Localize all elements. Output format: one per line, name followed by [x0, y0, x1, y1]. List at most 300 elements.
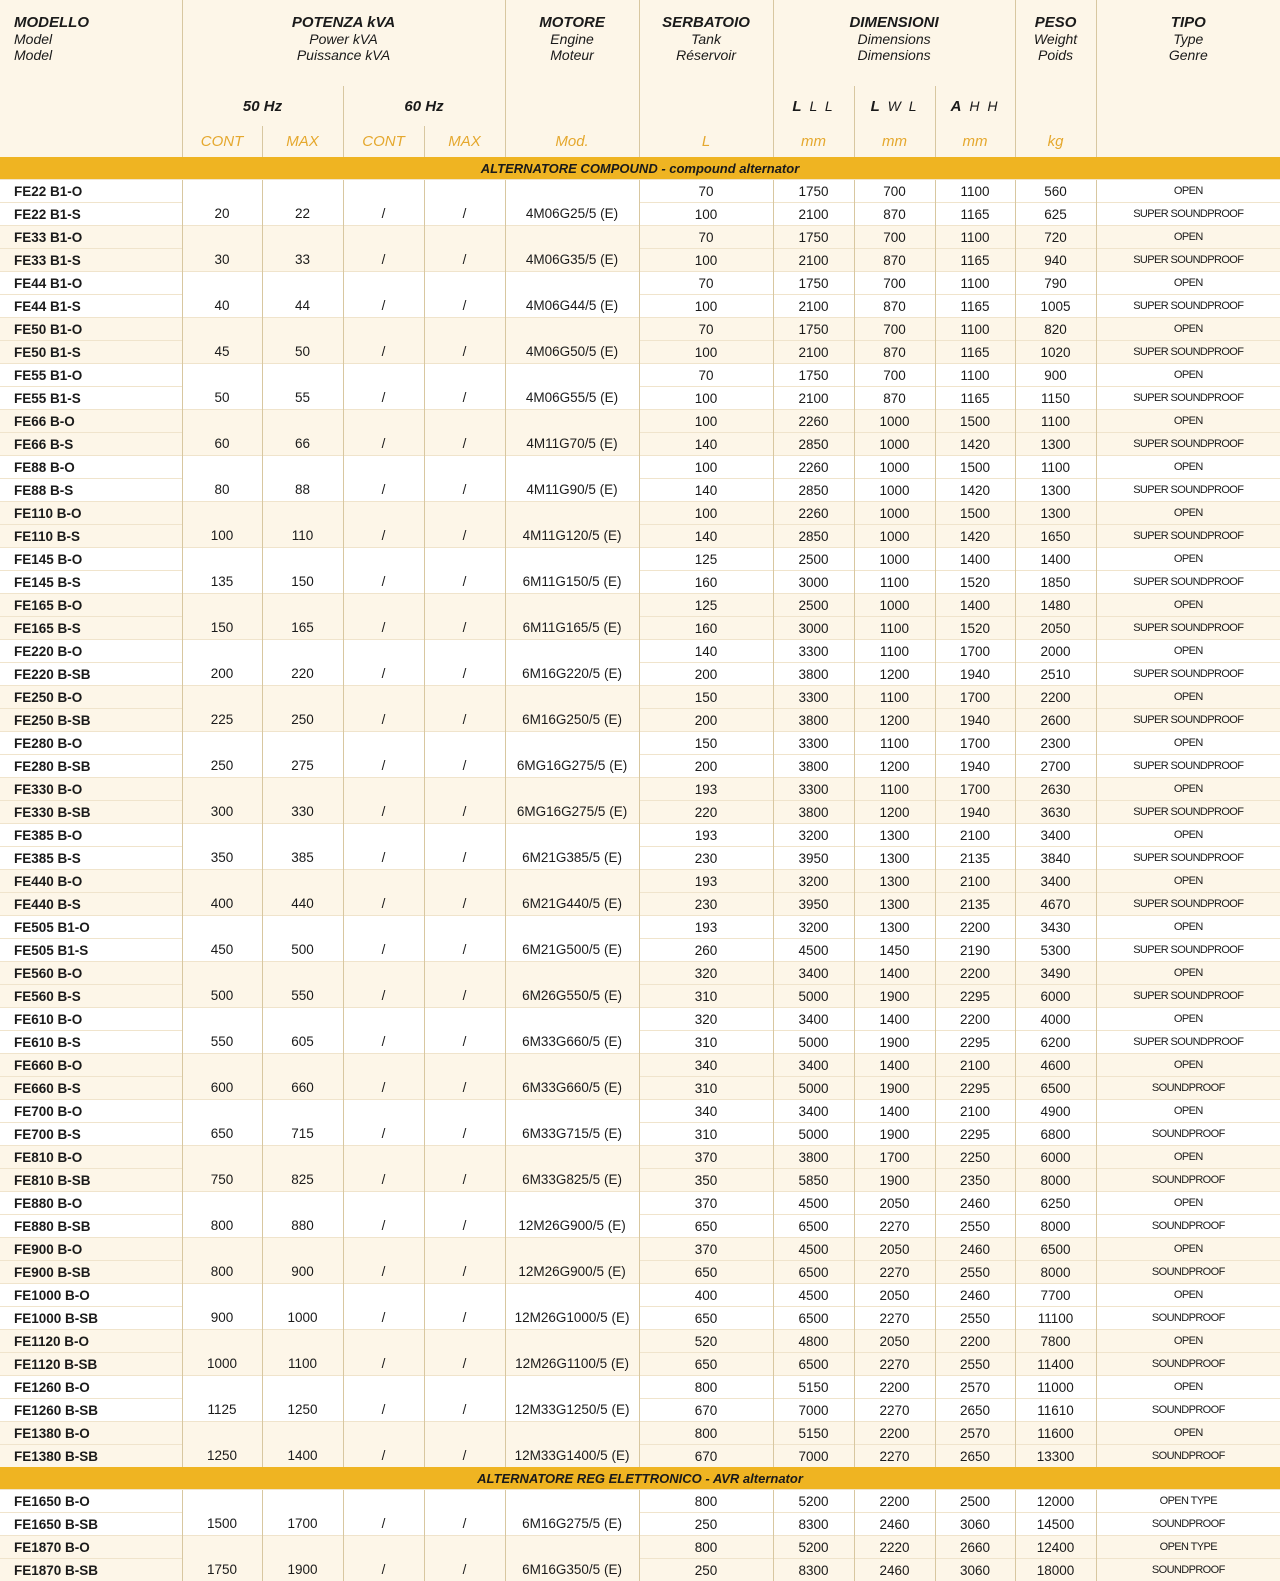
- cell-cont50: [182, 1238, 262, 1261]
- cell-length: 3800: [773, 709, 854, 732]
- cell-type: OPEN: [1096, 1376, 1280, 1399]
- unit-cont-60: CONT: [343, 126, 424, 157]
- cell-engine: [505, 410, 639, 433]
- cell-engine: [505, 1238, 639, 1261]
- cell-length: 4800: [773, 1330, 854, 1353]
- cell-max50: 715: [262, 1123, 343, 1146]
- cell-length: 6500: [773, 1261, 854, 1284]
- cell-width: 1200: [854, 663, 935, 686]
- cell-type: OPEN: [1096, 410, 1280, 433]
- cell-max60: [424, 594, 505, 617]
- cell-max50: [262, 1284, 343, 1307]
- cell-type: OPEN TYPE: [1096, 1490, 1280, 1513]
- cell-length: 4500: [773, 1284, 854, 1307]
- cell-engine: 6M33G825/5 (E): [505, 1169, 639, 1192]
- model-name: FE55 B1-S: [0, 387, 182, 410]
- cell-width: 2270: [854, 1215, 935, 1238]
- cell-length: 4500: [773, 939, 854, 962]
- cell-max50: 33: [262, 249, 343, 272]
- table-row: [0, 939, 1280, 962]
- cell-width: 870: [854, 203, 935, 226]
- cell-weight: 1300: [1015, 433, 1096, 456]
- cell-width: 2270: [854, 1307, 935, 1330]
- cell-cont60: [343, 226, 424, 249]
- unit-engine: Mod.: [505, 126, 639, 157]
- cell-length: 3800: [773, 1146, 854, 1169]
- col-peso: PESO Weight Poids: [1015, 0, 1096, 126]
- table-row: [0, 985, 1280, 1008]
- cell-max50: 1900: [262, 1559, 343, 1581]
- model-name: FE145 B-O: [0, 548, 182, 571]
- cell-tank: 800: [639, 1490, 773, 1513]
- cell-width: 1700: [854, 1146, 935, 1169]
- cell-max60: /: [424, 663, 505, 686]
- dim-width-label: L W L: [854, 86, 935, 126]
- cell-max50: [262, 456, 343, 479]
- cell-weight: 6000: [1015, 985, 1096, 1008]
- cell-height: 1940: [935, 801, 1015, 824]
- cell-tank: 310: [639, 985, 773, 1008]
- cell-width: 1900: [854, 1031, 935, 1054]
- cell-type: OPEN TYPE: [1096, 1536, 1280, 1559]
- cell-cont50: 1750: [182, 1559, 262, 1581]
- cell-width: 700: [854, 318, 935, 341]
- model-name: FE505 B1-S: [0, 939, 182, 962]
- cell-weight: 560: [1015, 180, 1096, 203]
- cell-engine: [505, 1330, 639, 1353]
- cell-max60: [424, 1100, 505, 1123]
- cell-tank: 650: [639, 1215, 773, 1238]
- cell-type: SUPER SOUNDPROOF: [1096, 203, 1280, 226]
- cell-tank: 70: [639, 318, 773, 341]
- cell-width: 1400: [854, 1054, 935, 1077]
- cell-tank: 310: [639, 1031, 773, 1054]
- cell-width: 1000: [854, 525, 935, 548]
- cell-type: SOUNDPROOF: [1096, 1307, 1280, 1330]
- model-name: FE1000 B-SB: [0, 1307, 182, 1330]
- table-row: [0, 341, 1280, 364]
- cell-height: 2295: [935, 1031, 1015, 1054]
- cell-cont50: 200: [182, 663, 262, 686]
- table-row: [0, 893, 1280, 916]
- cell-max50: 385: [262, 847, 343, 870]
- model-name: FE50 B1-O: [0, 318, 182, 341]
- cell-weight: 2200: [1015, 686, 1096, 709]
- model-name: FE66 B-S: [0, 433, 182, 456]
- cell-cont60: [343, 364, 424, 387]
- cell-cont60: /: [343, 985, 424, 1008]
- cell-cont60: /: [343, 801, 424, 824]
- cell-max60: /: [424, 1169, 505, 1192]
- cell-max50: 220: [262, 663, 343, 686]
- cell-weight: 18000: [1015, 1559, 1096, 1581]
- cell-weight: 6800: [1015, 1123, 1096, 1146]
- cell-max50: [262, 824, 343, 847]
- cell-length: 3950: [773, 893, 854, 916]
- model-name: FE880 B-O: [0, 1192, 182, 1215]
- model-name: FE22 B1-S: [0, 203, 182, 226]
- cell-cont60: [343, 180, 424, 203]
- model-name: FE1380 B-O: [0, 1422, 182, 1445]
- cell-height: 2550: [935, 1215, 1015, 1238]
- cell-tank: 125: [639, 548, 773, 571]
- cell-cont60: /: [343, 1353, 424, 1376]
- cell-length: 3400: [773, 1054, 854, 1077]
- cell-max50: [262, 870, 343, 893]
- cell-engine: 4M06G55/5 (E): [505, 387, 639, 410]
- cell-engine: 6MG16G275/5 (E): [505, 801, 639, 824]
- cell-length: 1750: [773, 272, 854, 295]
- cell-max50: [262, 1100, 343, 1123]
- cell-width: 870: [854, 341, 935, 364]
- cell-cont50: 225: [182, 709, 262, 732]
- cell-width: 870: [854, 387, 935, 410]
- cell-width: 1400: [854, 1008, 935, 1031]
- cell-type: SOUNDPROOF: [1096, 1215, 1280, 1238]
- cell-engine: [505, 1192, 639, 1215]
- cell-width: 700: [854, 226, 935, 249]
- cell-engine: 4M11G70/5 (E): [505, 433, 639, 456]
- cell-tank: 250: [639, 1559, 773, 1581]
- cell-width: 1900: [854, 1123, 935, 1146]
- cell-tank: 670: [639, 1399, 773, 1422]
- table-row: [0, 1123, 1280, 1146]
- cell-cont60: /: [343, 571, 424, 594]
- unit-max-50: MAX: [262, 126, 343, 157]
- model-name: FE1870 B-O: [0, 1536, 182, 1559]
- cell-length: 3950: [773, 847, 854, 870]
- cell-height: 3060: [935, 1559, 1015, 1581]
- cell-length: 3300: [773, 640, 854, 663]
- cell-cont50: [182, 962, 262, 985]
- cell-height: 1100: [935, 226, 1015, 249]
- cell-cont50: 30: [182, 249, 262, 272]
- cell-cont60: /: [343, 1513, 424, 1536]
- cell-weight: 1005: [1015, 295, 1096, 318]
- cell-cont50: [182, 824, 262, 847]
- table-row: [0, 916, 1280, 939]
- cell-cont50: [182, 1100, 262, 1123]
- cell-max50: [262, 1008, 343, 1031]
- cell-tank: 200: [639, 709, 773, 732]
- table-row: [0, 824, 1280, 847]
- cell-width: 1300: [854, 847, 935, 870]
- cell-cont60: /: [343, 1123, 424, 1146]
- cell-cont50: 45: [182, 341, 262, 364]
- cell-length: 5850: [773, 1169, 854, 1192]
- cell-cont60: [343, 1008, 424, 1031]
- model-name: FE1650 B-O: [0, 1490, 182, 1513]
- cell-cont60: /: [343, 1169, 424, 1192]
- cell-tank: 200: [639, 755, 773, 778]
- cell-max60: [424, 180, 505, 203]
- model-name: FE1650 B-SB: [0, 1513, 182, 1536]
- cell-type: OPEN: [1096, 272, 1280, 295]
- cell-engine: [505, 502, 639, 525]
- cell-height: 2295: [935, 1123, 1015, 1146]
- cell-height: 1165: [935, 203, 1015, 226]
- cell-weight: 3400: [1015, 870, 1096, 893]
- cell-cont50: [182, 1284, 262, 1307]
- cell-type: SOUNDPROOF: [1096, 1169, 1280, 1192]
- cell-weight: 8000: [1015, 1215, 1096, 1238]
- cell-cont50: [182, 1146, 262, 1169]
- unit-weight: kg: [1015, 126, 1096, 157]
- cell-max60: /: [424, 295, 505, 318]
- table-row: [0, 1559, 1280, 1581]
- cell-max50: [262, 1330, 343, 1353]
- cell-weight: 6500: [1015, 1077, 1096, 1100]
- hz50-label: 50 Hz: [182, 86, 343, 126]
- cell-height: 2295: [935, 1077, 1015, 1100]
- cell-type: SUPER SOUNDPROOF: [1096, 847, 1280, 870]
- cell-width: 2270: [854, 1261, 935, 1284]
- cell-max50: [262, 318, 343, 341]
- table-row: [0, 1536, 1280, 1559]
- cell-cont60: [343, 548, 424, 571]
- cell-max60: /: [424, 1123, 505, 1146]
- cell-width: 1000: [854, 479, 935, 502]
- cell-type: SUPER SOUNDPROOF: [1096, 663, 1280, 686]
- cell-weight: 2700: [1015, 755, 1096, 778]
- table-row: [0, 479, 1280, 502]
- cell-weight: 3430: [1015, 916, 1096, 939]
- cell-max60: [424, 1330, 505, 1353]
- cell-engine: [505, 640, 639, 663]
- cell-cont60: /: [343, 1077, 424, 1100]
- cell-engine: 6M21G500/5 (E): [505, 939, 639, 962]
- cell-type: SUPER SOUNDPROOF: [1096, 387, 1280, 410]
- cell-type: SUPER SOUNDPROOF: [1096, 755, 1280, 778]
- cell-type: SOUNDPROOF: [1096, 1123, 1280, 1146]
- cell-weight: 11100: [1015, 1307, 1096, 1330]
- cell-cont50: [182, 502, 262, 525]
- cell-max50: 1700: [262, 1513, 343, 1536]
- model-name: FE1260 B-O: [0, 1376, 182, 1399]
- cell-cont60: /: [343, 295, 424, 318]
- cell-tank: 100: [639, 456, 773, 479]
- cell-type: SOUNDPROOF: [1096, 1399, 1280, 1422]
- cell-length: 7000: [773, 1445, 854, 1468]
- model-name: FE1260 B-SB: [0, 1399, 182, 1422]
- model-name: FE1120 B-SB: [0, 1353, 182, 1376]
- cell-type: SOUNDPROOF: [1096, 1445, 1280, 1468]
- cell-max50: 22: [262, 203, 343, 226]
- cell-max50: [262, 1054, 343, 1077]
- cell-width: 1900: [854, 1169, 935, 1192]
- cell-type: OPEN: [1096, 180, 1280, 203]
- cell-engine: 4M06G25/5 (E): [505, 203, 639, 226]
- section-title: ALTERNATORE COMPOUND - compound alternator: [0, 157, 1280, 180]
- cell-max50: 1100: [262, 1353, 343, 1376]
- cell-max50: 825: [262, 1169, 343, 1192]
- cell-height: 2200: [935, 1008, 1015, 1031]
- cell-height: 2460: [935, 1284, 1015, 1307]
- cell-type: SUPER SOUNDPROOF: [1096, 295, 1280, 318]
- cell-cont50: 300: [182, 801, 262, 824]
- cell-engine: 6M33G660/5 (E): [505, 1031, 639, 1054]
- cell-height: 1700: [935, 778, 1015, 801]
- cell-cont50: [182, 364, 262, 387]
- cell-width: 1100: [854, 686, 935, 709]
- cell-length: 5000: [773, 1031, 854, 1054]
- table-row: [0, 594, 1280, 617]
- table-row: [0, 249, 1280, 272]
- cell-length: 1750: [773, 226, 854, 249]
- cell-cont50: [182, 732, 262, 755]
- cell-height: 2135: [935, 893, 1015, 916]
- cell-width: 2050: [854, 1238, 935, 1261]
- cell-width: 1200: [854, 801, 935, 824]
- cell-cont60: /: [343, 1215, 424, 1238]
- cell-height: 2100: [935, 870, 1015, 893]
- model-name: FE1380 B-SB: [0, 1445, 182, 1468]
- cell-length: 2100: [773, 249, 854, 272]
- cell-tank: 70: [639, 180, 773, 203]
- cell-width: 1900: [854, 1077, 935, 1100]
- cell-max60: [424, 1146, 505, 1169]
- cell-engine: 6M21G440/5 (E): [505, 893, 639, 916]
- cell-type: SUPER SOUNDPROOF: [1096, 617, 1280, 640]
- cell-engine: [505, 1008, 639, 1031]
- cell-tank: 160: [639, 617, 773, 640]
- cell-tank: 230: [639, 847, 773, 870]
- cell-engine: [505, 594, 639, 617]
- cell-tank: 193: [639, 778, 773, 801]
- model-name: FE44 B1-O: [0, 272, 182, 295]
- cell-weight: 1400: [1015, 548, 1096, 571]
- cell-max60: /: [424, 1399, 505, 1422]
- cell-max50: 44: [262, 295, 343, 318]
- col-tipo: TIPO Type Genre: [1096, 0, 1280, 157]
- cell-length: 3200: [773, 824, 854, 847]
- cell-type: SUPER SOUNDPROOF: [1096, 433, 1280, 456]
- cell-max50: [262, 1146, 343, 1169]
- cell-engine: [505, 1100, 639, 1123]
- cell-engine: [505, 456, 639, 479]
- cell-cont50: [182, 226, 262, 249]
- cell-width: 1100: [854, 640, 935, 663]
- cell-cont60: /: [343, 249, 424, 272]
- cell-height: 1940: [935, 709, 1015, 732]
- cell-type: OPEN: [1096, 1192, 1280, 1215]
- cell-length: 6500: [773, 1215, 854, 1238]
- cell-weight: 4600: [1015, 1054, 1096, 1077]
- cell-weight: 6000: [1015, 1146, 1096, 1169]
- cell-engine: [505, 1284, 639, 1307]
- cell-engine: [505, 1490, 639, 1513]
- cell-tank: 100: [639, 295, 773, 318]
- cell-type: OPEN: [1096, 640, 1280, 663]
- cell-max60: [424, 1054, 505, 1077]
- table-row: [0, 433, 1280, 456]
- cell-width: 1000: [854, 456, 935, 479]
- table-row: [0, 870, 1280, 893]
- cell-weight: 4670: [1015, 893, 1096, 916]
- cell-max60: [424, 272, 505, 295]
- cell-type: SUPER SOUNDPROOF: [1096, 525, 1280, 548]
- table-row: [0, 502, 1280, 525]
- cell-cont50: [182, 1192, 262, 1215]
- cell-max60: /: [424, 479, 505, 502]
- cell-weight: 11610: [1015, 1399, 1096, 1422]
- cell-tank: 320: [639, 962, 773, 985]
- model-name: FE44 B1-S: [0, 295, 182, 318]
- model-name: FE505 B1-O: [0, 916, 182, 939]
- cell-height: 2660: [935, 1536, 1015, 1559]
- cell-engine: 12M26G900/5 (E): [505, 1215, 639, 1238]
- cell-width: 1900: [854, 985, 935, 1008]
- cell-max60: /: [424, 1031, 505, 1054]
- cell-weight: 2050: [1015, 617, 1096, 640]
- cell-length: 7000: [773, 1399, 854, 1422]
- cell-weight: 8000: [1015, 1169, 1096, 1192]
- cell-engine: [505, 1422, 639, 1445]
- table-row: [0, 801, 1280, 824]
- col-dimensioni: DIMENSIONI Dimensions Dimensions: [773, 0, 1015, 86]
- dim-length-label: L L L: [773, 86, 854, 126]
- table-row: [0, 686, 1280, 709]
- cell-max50: [262, 1490, 343, 1513]
- cell-weight: 12400: [1015, 1536, 1096, 1559]
- cell-max60: /: [424, 525, 505, 548]
- table-row: [0, 364, 1280, 387]
- cell-engine: [505, 364, 639, 387]
- cell-type: OPEN: [1096, 1146, 1280, 1169]
- cell-type: SUPER SOUNDPROOF: [1096, 709, 1280, 732]
- unit-length: mm: [773, 126, 854, 157]
- model-name: FE1870 B-SB: [0, 1559, 182, 1581]
- col-potenza: POTENZA kVA Power kVA Puissance kVA: [182, 0, 505, 86]
- cell-max50: 1400: [262, 1445, 343, 1468]
- cell-type: OPEN: [1096, 456, 1280, 479]
- cell-max50: 330: [262, 801, 343, 824]
- cell-engine: 4M11G90/5 (E): [505, 479, 639, 502]
- cell-height: 1500: [935, 456, 1015, 479]
- cell-cont50: 20: [182, 203, 262, 226]
- cell-max60: [424, 732, 505, 755]
- cell-engine: [505, 1376, 639, 1399]
- cell-type: SOUNDPROOF: [1096, 1513, 1280, 1536]
- cell-cont50: [182, 548, 262, 571]
- cell-cont50: 60: [182, 433, 262, 456]
- cell-cont60: [343, 1100, 424, 1123]
- cell-width: 1000: [854, 502, 935, 525]
- cell-engine: [505, 1054, 639, 1077]
- cell-height: 2100: [935, 824, 1015, 847]
- cell-type: SOUNDPROOF: [1096, 1261, 1280, 1284]
- cell-engine: 4M11G120/5 (E): [505, 525, 639, 548]
- cell-width: 2270: [854, 1399, 935, 1422]
- cell-cont60: /: [343, 1559, 424, 1581]
- cell-engine: [505, 870, 639, 893]
- cell-width: 2200: [854, 1422, 935, 1445]
- cell-weight: 2510: [1015, 663, 1096, 686]
- cell-height: 2100: [935, 1100, 1015, 1123]
- cell-width: 1300: [854, 870, 935, 893]
- model-name: FE385 B-S: [0, 847, 182, 870]
- cell-cont60: [343, 1376, 424, 1399]
- cell-weight: 12000: [1015, 1490, 1096, 1513]
- cell-tank: 370: [639, 1146, 773, 1169]
- cell-max60: [424, 962, 505, 985]
- cell-cont60: /: [343, 203, 424, 226]
- model-name: FE1120 B-O: [0, 1330, 182, 1353]
- cell-length: 2100: [773, 203, 854, 226]
- cell-cont60: [343, 502, 424, 525]
- cell-tank: 140: [639, 640, 773, 663]
- cell-cont60: /: [343, 663, 424, 686]
